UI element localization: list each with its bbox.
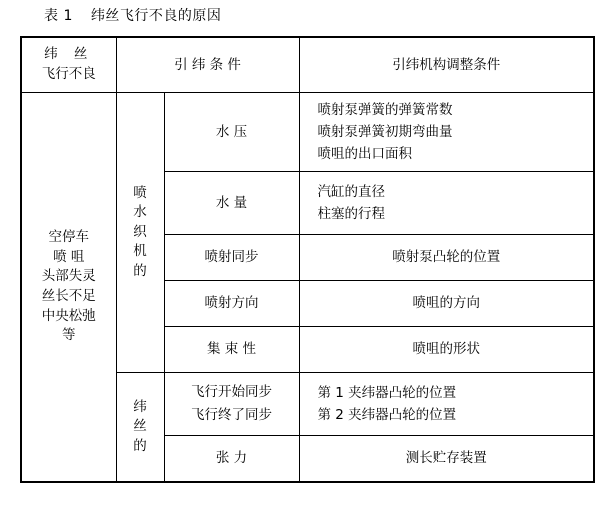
adjustment-cell: 喷咀的形状 [299, 327, 594, 373]
group-label-char: 丝 [133, 418, 147, 435]
adjustment-cell: 喷射泵凸轮的位置 [299, 235, 594, 281]
header-cell-condition: 引 纬 条 件 [116, 37, 299, 93]
condition-line: 飞行开始同步 [191, 384, 272, 401]
defect-list [22, 222, 116, 351]
group-label-char: 的 [133, 437, 147, 454]
list-item-line2: 头部失灵 [41, 268, 96, 285]
defect-list-cell [21, 93, 116, 483]
adjustment-lines [300, 181, 594, 226]
table-header-row [21, 37, 594, 93]
list-item: 空停车 [48, 229, 89, 246]
condition-lines [165, 381, 299, 427]
condition-cell [164, 373, 299, 436]
group-label-weft [116, 373, 164, 483]
adjustment-line: 柱塞的行程 [317, 206, 385, 222]
group-label-char: 机 [133, 243, 147, 260]
condition-cell: 张 力 [164, 436, 299, 483]
condition-cell: 喷射方向 [164, 281, 299, 327]
header-defect-line1: 纬 丝 [44, 46, 94, 63]
adjustment-cell [299, 93, 594, 172]
adjustment-cell: 喷咀的方向 [299, 281, 594, 327]
adjustment-line: 汽缸的直径 [317, 183, 385, 200]
list-item: 等 [62, 327, 76, 344]
list-item: 丝长不足 [41, 288, 96, 304]
table-caption [44, 5, 221, 25]
adjustment-cell: 测长贮存装置 [299, 436, 594, 483]
group-label-char: 的 [133, 262, 147, 279]
adjustment-line: 第 1 夹纬器凸轮的位置 [317, 384, 457, 401]
adjustment-line: 喷射泵弹簧的弹簧常数 [317, 101, 453, 118]
group-label-jet-loom [116, 93, 164, 373]
header-defect-line2: 飞行不良 [41, 66, 96, 82]
header-cell-defect [21, 37, 116, 93]
adjustment-line: 第 2 夹纬器凸轮的位置 [317, 407, 457, 423]
condition-cell: 集 束 性 [164, 327, 299, 373]
table-row [21, 93, 594, 172]
adjustment-line: 喷咀的出口面积 [317, 146, 412, 163]
group-label-char: 织 [133, 223, 147, 240]
condition-cell: 水 压 [164, 93, 299, 172]
adjustment-lines [300, 99, 594, 166]
condition-cell: 水 量 [164, 172, 299, 235]
adjustment-cell [299, 172, 594, 235]
data-table [20, 36, 595, 483]
adjustment-line: 喷射泵弹簧初期弯曲量 [317, 123, 453, 140]
header-cell-adjustment: 引纬机构调整条件 [299, 37, 594, 93]
table-caption-text: 纬丝飞行不良的原因 [90, 8, 222, 24]
list-item-line1: 喷 咀 [53, 248, 85, 265]
list-item [42, 248, 96, 287]
group-label-char: 喷 [133, 184, 147, 201]
group-label-char: 水 [133, 204, 147, 221]
adjustment-lines [300, 382, 594, 427]
condition-cell: 喷射同步 [164, 235, 299, 281]
condition-line: 飞行终了同步 [191, 407, 272, 423]
list-item: 中央松弛 [41, 307, 96, 324]
table-caption-number: 表 1 [44, 8, 73, 24]
adjustment-cell [299, 373, 594, 436]
group-label-char: 纬 [133, 398, 147, 415]
